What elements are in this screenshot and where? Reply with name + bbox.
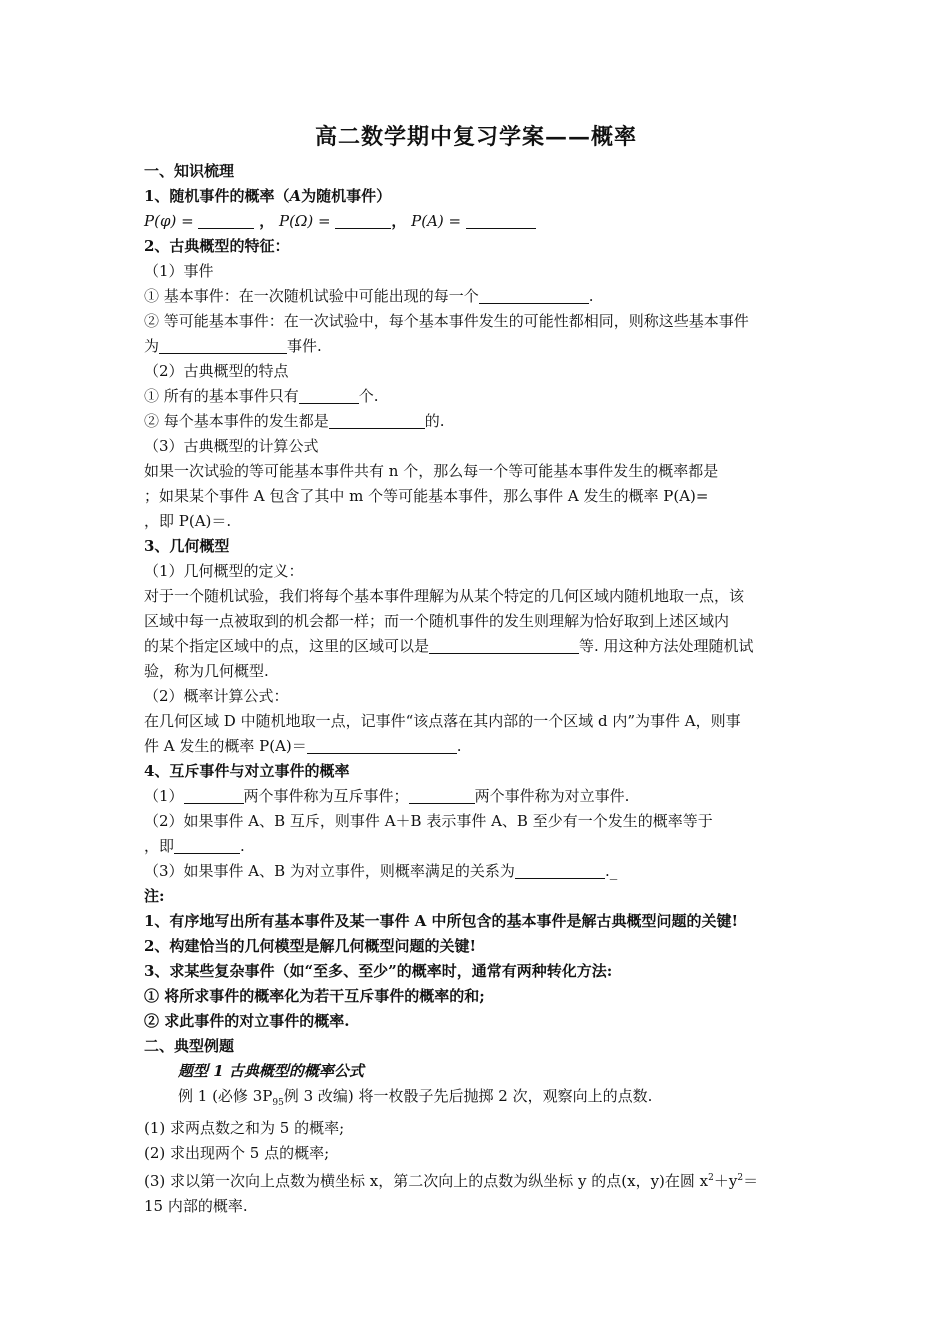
question-2: (2) 求出现两个 5 点的概率; xyxy=(144,1144,330,1162)
probability-formulas xyxy=(144,209,808,234)
section-heading-examples: 二、典型例题 xyxy=(144,1037,235,1055)
text: 个. xyxy=(358,387,379,405)
geometric-definition-a: 对于一个随机试验，我们将每个基本事件理解为从某个特定的几何区域内随机地取一点，该 xyxy=(144,587,745,605)
classical-formula-a: 如果一次试验的等可能基本事件共有 n 个，那么每一个等可能基本事件发生的概率都是 xyxy=(144,462,719,480)
topic-2-heading: 2、古典概型的特征： xyxy=(144,237,290,255)
formula-event-a: P(A) = xyxy=(411,212,462,230)
text: . xyxy=(240,837,245,855)
text: 等. 用这种方法处理随机试 xyxy=(579,637,754,655)
topic-1-heading-a: 1、随机事件的概率（ xyxy=(144,187,290,205)
complement-rule xyxy=(144,859,808,884)
text: ，即 xyxy=(144,837,175,855)
geometric-definition-c xyxy=(144,634,808,659)
geometric-definition-d: 验，称为几何概型. xyxy=(144,662,269,680)
topic-2-sub-2: （2）古典概型的特点 xyxy=(144,362,289,380)
exclusive-rule-b xyxy=(144,834,808,859)
question-1: (1) 求两点数之和为 5 的概率; xyxy=(144,1119,345,1137)
text: 两个事件称为互斥事件； xyxy=(243,787,409,805)
question-3-cont: 15 内部的概率. xyxy=(144,1197,248,1215)
question-3 xyxy=(144,1166,808,1194)
text: . xyxy=(456,737,462,755)
formula-empty-set: P(φ) = xyxy=(144,212,194,230)
text: ＋y xyxy=(713,1172,738,1190)
topic-3-sub-2: （2）概率计算公式： xyxy=(144,687,289,705)
note-3: 3、求某些复杂事件（如“至多、至少”的概率时，通常有两种转化方法: xyxy=(144,962,613,980)
document-page xyxy=(144,120,808,1219)
comma: ， xyxy=(259,212,275,230)
basic-event-definition xyxy=(144,284,808,309)
text: 的某个指定区域中的点，这里的区域可以是 xyxy=(144,637,430,655)
blank-13[interactable] xyxy=(515,862,605,879)
text: 例 1 (必修 3P xyxy=(178,1087,273,1105)
exclusive-def xyxy=(144,784,808,809)
basic-event-text: ① 基本事件：在一次随机试验中可能出现的每一个 xyxy=(144,287,479,305)
period: . xyxy=(588,287,594,305)
example-1 xyxy=(144,1084,808,1116)
topic-3-sub-1: （1）几何概型的定义： xyxy=(144,562,304,580)
topic-4-heading: 4、互斥事件与对立事件的概率 xyxy=(144,762,350,780)
topic-2-sub-3: （3）古典概型的计算公式 xyxy=(144,437,319,455)
text: ① 所有的基本事件只有 xyxy=(144,387,299,405)
text: ._ xyxy=(604,862,618,880)
classical-formula-b: ；如果某个事件 A 包含了其中 m 个等可能基本事件，那么事件 A 发生的概率 P(A)= xyxy=(144,487,709,505)
text: 为 xyxy=(144,337,160,355)
blank-7[interactable] xyxy=(329,412,425,429)
geometric-calc-b xyxy=(144,734,808,759)
geometric-definition-b: 区域中每一点被取到的机会都一样；而一个随机事件的发生则理解为恰好取到上述区域内 xyxy=(144,612,730,630)
blank-9[interactable] xyxy=(307,737,457,754)
equal-event-definition-b xyxy=(144,334,808,359)
topic-2-sub-1: （1）事件 xyxy=(144,262,214,280)
blank-5[interactable] xyxy=(159,337,287,354)
text: （3）如果事件 A、B 为对立事件，则概率满足的关系为 xyxy=(144,862,515,880)
blank-10[interactable] xyxy=(184,787,244,804)
exclusive-rule-a: （2）如果事件 A、B 互斥，则事件 A＋B 表示事件 A、B 至少有一个发生的概率等于 xyxy=(144,812,713,830)
feature-2 xyxy=(144,409,808,434)
text: ② 每个基本事件的发生都是 xyxy=(144,412,329,430)
text: （1） xyxy=(144,787,184,805)
comma: ， xyxy=(391,212,407,230)
text: 两个事件称为对立事件. xyxy=(474,787,630,805)
note-heading: 注: xyxy=(144,887,165,905)
note-5: ② 求此事件的对立事件的概率. xyxy=(144,1012,350,1030)
text: ＝ xyxy=(743,1172,759,1190)
blank-2[interactable] xyxy=(335,212,391,229)
blank-11[interactable] xyxy=(409,787,475,804)
note-2: 2、构建恰当的几何模型是解几何概型问题的关键! xyxy=(144,937,477,955)
text: (3) 求以第一次向上点数为横坐标 x，第二次向上的点数为纵坐标 y 的点(x，y)在圆 x xyxy=(144,1172,709,1190)
section-heading-knowledge: 一、知识梳理 xyxy=(144,162,235,180)
topic-1-heading-b: 为随机事件） xyxy=(301,187,392,205)
classical-formula-c: ，即 P(A)＝. xyxy=(144,512,232,530)
feature-1 xyxy=(144,384,808,409)
geometric-calc-a: 在几何区域 D 中随机地取一点，记事件“该点落在其内部的一个区域 d 内”为事件 A，则事 xyxy=(144,712,741,730)
topic-3-heading: 3、几何概型 xyxy=(144,537,230,555)
blank-12[interactable] xyxy=(174,837,240,854)
superscript: 2 xyxy=(737,1173,744,1183)
blank-8[interactable] xyxy=(429,637,579,654)
blank-4[interactable] xyxy=(479,287,589,304)
topic-1-var: A xyxy=(289,187,302,205)
equal-event-definition-a: ② 等可能基本事件：在一次试验中，每个基本事件发生的可能性都相同，则称这些基本事件 xyxy=(144,312,749,330)
problem-type-1: 题型 1 古典概型的概率公式 xyxy=(178,1062,364,1080)
text: 例 3 改编) 将一枚骰子先后抛掷 2 次，观察向上的点数. xyxy=(283,1087,653,1105)
blank-1[interactable] xyxy=(198,212,254,229)
formula-omega: P(Ω) = xyxy=(279,212,331,230)
blank-3[interactable] xyxy=(466,212,536,229)
text: 件 A 发生的概率 P(A)＝ xyxy=(144,737,307,755)
topic-1-heading xyxy=(144,184,808,209)
text: 的. xyxy=(424,412,445,430)
subscript: 95 xyxy=(272,1098,284,1108)
note-1: 1、有序地写出所有基本事件及某一事件 A 中所包含的基本事件是解古典概型问题的关键! xyxy=(144,912,739,930)
blank-6[interactable] xyxy=(299,387,359,404)
superscript: 2 xyxy=(708,1173,714,1183)
note-4: ① 将所求事件的概率化为若干互斥事件的概率的和; xyxy=(144,987,485,1005)
page-title: 高二数学期中复习学案——概率 xyxy=(314,124,637,150)
text: 事件. xyxy=(287,337,322,355)
